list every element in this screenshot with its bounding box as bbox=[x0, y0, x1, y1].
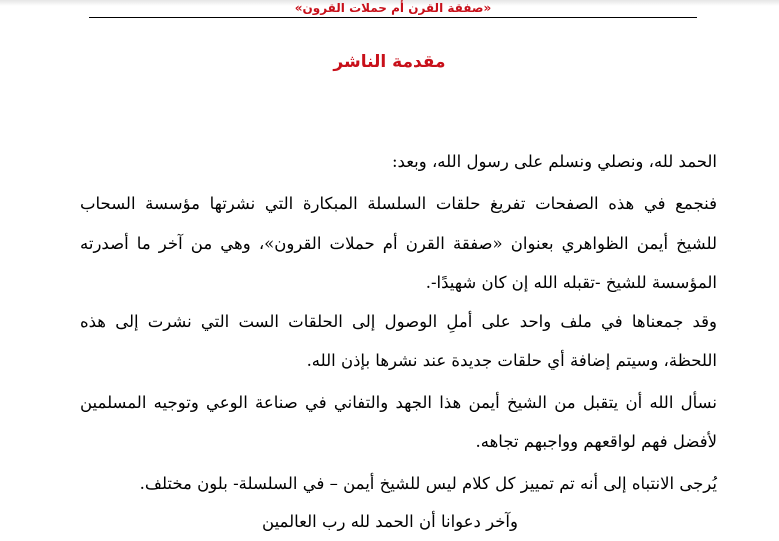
paragraph-line: الحمد لله، ونصلي ونسلم على رسول الله، وبعد: bbox=[392, 152, 717, 171]
paragraph-line: لأفضل فهم لواقعهم وواجبهم تجاهه. bbox=[475, 432, 717, 451]
paragraph-line: نسأل الله أن يتقبل من الشيخ أيمن هذا الجهد والتفاني في صناعة الوعي وتوجيه المسلمين bbox=[80, 393, 717, 412]
page-title: مقدمة الناشر bbox=[333, 52, 446, 72]
header-rule bbox=[89, 17, 697, 18]
paragraph-line: للشيخ أيمن الظواهري بعنوان «صفقة القرن أم حملات القرون»، وهي من آخر ما أصدرته bbox=[80, 234, 717, 253]
paragraph-line: اللحظة، وسيتم إضافة أي حلقات جديدة عند نشرها بإذن الله. bbox=[306, 351, 717, 370]
paragraph-line: يُرجى الانتباه إلى أنه تم تمييز كل كلام ليس للشيخ أيمن – في السلسلة- بلون مختلف. bbox=[139, 474, 717, 493]
paragraph-line: فنجمع في هذه الصفحات تفريغ حلقات السلسلة المبكارة التي نشرتها مؤسسة السحاب bbox=[80, 194, 717, 213]
paragraph-line: المؤسسة للشيخ -تقبله الله إن كان شهيدًا-. bbox=[425, 273, 717, 292]
closing-line: وآخر دعوانا أن الحمد لله رب العالمين bbox=[262, 512, 518, 531]
running-header: «صفقة القرن أم حملات القرون» bbox=[294, 1, 492, 15]
paragraph-line: وقد جمعناها في ملف واحد على أملِ الوصول إلى الحلقات الست التي نشرت إلى هذه bbox=[80, 312, 717, 331]
